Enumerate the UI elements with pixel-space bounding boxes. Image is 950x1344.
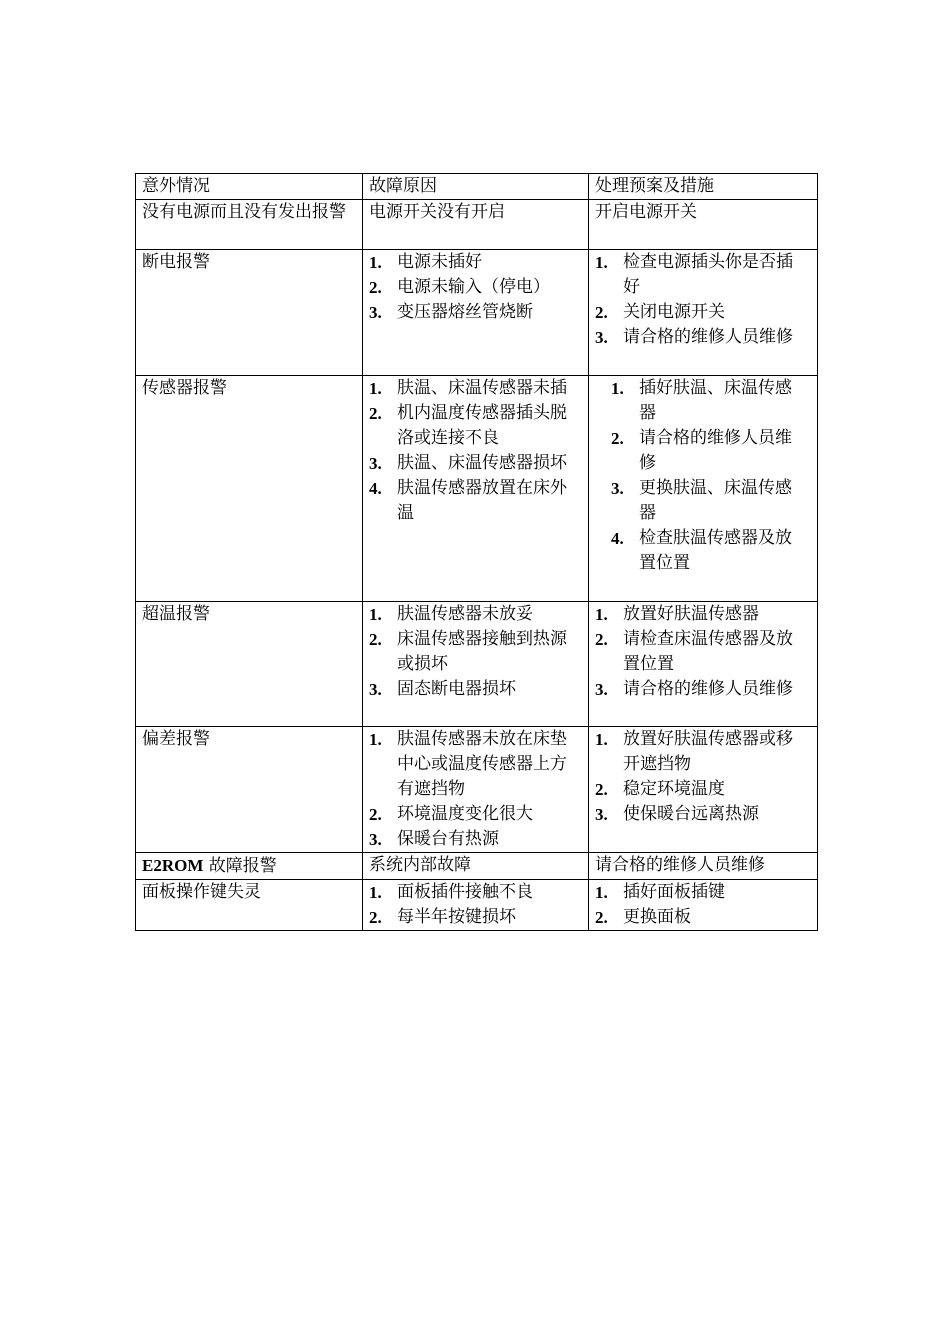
list-item: 3. 保暖台有热源 bbox=[369, 829, 499, 849]
table-row bbox=[136, 200, 818, 250]
list-item: 1. 放置好肤温传感器或移开遮挡物 bbox=[595, 729, 793, 774]
table-row bbox=[136, 376, 818, 602]
header-row bbox=[136, 174, 818, 200]
situation-cell bbox=[136, 727, 363, 853]
table-row bbox=[136, 250, 818, 376]
list-item: 1. 面板插件接触不良 bbox=[369, 882, 533, 902]
action-cell: 开启电源开关 bbox=[589, 200, 818, 250]
header-action: 处理预案及措施 bbox=[589, 174, 818, 200]
list-item: 3. 请合格的维修人员维修 bbox=[595, 679, 793, 699]
list-item: 1. 肤温传感器未放妥 bbox=[369, 604, 533, 624]
list-item: 3. 肤温、床温传感器损坏 bbox=[369, 453, 567, 473]
cause-cell bbox=[363, 250, 589, 376]
list-item: 2. 机内温度传感器插头脱洛或连接不良 bbox=[369, 403, 567, 448]
situation-cell bbox=[136, 200, 363, 250]
cause-cell bbox=[363, 727, 589, 853]
cause-cell bbox=[363, 602, 589, 727]
list-item: 3. 固态断电器损坏 bbox=[369, 679, 516, 699]
list-item: 4. 肤温传感器放置在床外温 bbox=[369, 478, 567, 523]
situation-code: E2ROM bbox=[142, 856, 204, 875]
cause-cell: 电源开关没有开启 bbox=[363, 200, 589, 250]
list-item: 2. 稳定环境温度 bbox=[595, 779, 725, 799]
table-row bbox=[136, 880, 818, 931]
situation-text: 传感器报警 bbox=[142, 378, 227, 398]
list-item: 1. 肤温传感器未放在床垫中心或温度传感器上方有遮挡物 bbox=[369, 729, 567, 799]
list-item: 1. 检查电源插头你是否插好 bbox=[595, 252, 793, 297]
list-item: 2. 关闭电源开关 bbox=[595, 302, 725, 322]
action-cell: 请合格的维修人员维修 bbox=[589, 853, 818, 880]
situation-cell bbox=[136, 376, 363, 602]
fault-handling-table bbox=[135, 173, 818, 931]
situation-text: 偏差报警 bbox=[142, 729, 210, 749]
situation-cell bbox=[136, 602, 363, 727]
list-item: 3. 使保暖台远离热源 bbox=[595, 804, 759, 824]
table-row bbox=[136, 602, 818, 727]
header-cause: 故障原因 bbox=[363, 174, 589, 200]
list-item: 1. 电源未插好 bbox=[369, 252, 482, 272]
situation-text: 故障报警 bbox=[208, 856, 277, 876]
list-item: 2. 请检查床温传感器及放置位置 bbox=[595, 629, 793, 674]
list-item: 2. 环境温度变化很大 bbox=[369, 804, 533, 824]
situation-text: 没有电源而且没有发出报警 bbox=[142, 202, 346, 222]
situation-text: 超温报警 bbox=[142, 604, 210, 624]
list-item: 1. 插好肤温、床温传感器 bbox=[611, 378, 792, 423]
list-item: 1. 放置好肤温传感器 bbox=[595, 604, 759, 624]
situation-text: 面板操作键失灵 bbox=[142, 882, 261, 902]
action-cell bbox=[589, 880, 818, 931]
header-situation: 意外情况 bbox=[136, 174, 363, 200]
list-item: 2. 请合格的维修人员维修 bbox=[611, 428, 792, 473]
list-item: 1. 肤温、床温传感器未插 bbox=[369, 378, 567, 398]
table-row bbox=[136, 727, 818, 853]
situation-cell bbox=[136, 880, 363, 931]
situation-text: 断电报警 bbox=[142, 252, 210, 272]
table-row bbox=[136, 853, 818, 880]
list-item: 2. 更换面板 bbox=[595, 907, 691, 927]
list-item: 3. 变压器熔丝管烧断 bbox=[369, 302, 533, 322]
action-cell bbox=[589, 376, 818, 602]
list-item: 3. 请合格的维修人员维修 bbox=[595, 327, 793, 347]
list-item: 2. 电源未输入（停电） bbox=[369, 277, 550, 297]
cause-cell bbox=[363, 376, 589, 602]
list-item: 4. 检查肤温传感器及放置位置 bbox=[611, 528, 792, 573]
action-cell bbox=[589, 250, 818, 376]
situation-cell bbox=[136, 250, 363, 376]
list-item: 3. 更换肤温、床温传感器 bbox=[611, 478, 792, 523]
list-item: 1. 插好面板插键 bbox=[595, 882, 725, 902]
list-item: 2. 床温传感器接触到热源或损坏 bbox=[369, 629, 567, 674]
situation-cell bbox=[136, 853, 363, 880]
action-cell bbox=[589, 602, 818, 727]
action-cell bbox=[589, 727, 818, 853]
cause-cell bbox=[363, 880, 589, 931]
list-item: 2. 每半年按键损坏 bbox=[369, 907, 516, 927]
cause-cell: 系统内部故障 bbox=[363, 853, 589, 880]
